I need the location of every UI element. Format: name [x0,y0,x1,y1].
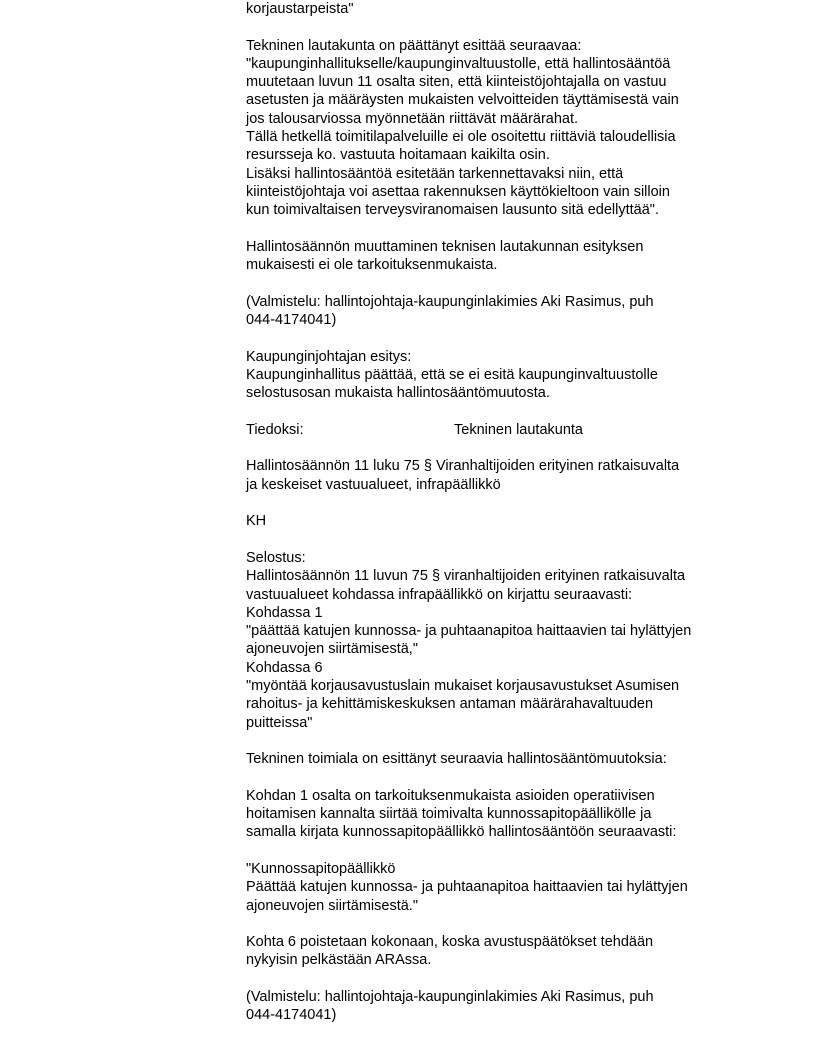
text-line: selostusosan mukaista hallintosääntömuutosta. [246,385,550,402]
text-line: 044-4174041) [246,312,337,329]
text-line: Päättää katujen kunnossa- ja puhtaanapitoa haittaavien tai hylättyjen [246,879,688,896]
section-heading [246,457,786,494]
text-line: Kohdassa 6 [246,659,323,676]
text-line: kiinteistöjohtaja voi asettaa rakennuksen käyttökieltoon vain silloin [246,183,670,200]
text-line: Hallintosäännön 11 luvun 75 § viranhaltijoiden erityinen ratkaisuvalta [246,568,686,585]
text-line: 044-4174041) [246,1007,337,1024]
paragraph-preparer [246,293,786,330]
paragraph-mayor-proposal [246,348,786,403]
paragraph-technical-board-proposal [246,37,786,220]
text-line: ajoneuvojen siirtämisestä." [246,897,418,914]
text-line: "kaupunginhallitukselle/kaupunginvaltuustolle, että hallintosääntöä [246,55,671,72]
text-line: (Valmistelu: hallintojohtaja-kaupunginlakimies Aki Rasimus, puh [246,293,654,310]
text-line: muutetaan luvun 11 osalta siten, että kiinteistöjohtajalla on vastuu [246,74,667,91]
text-line: vastuualueet kohdassa infrapäällikkö on kirjattu seuraavasti: [246,586,633,603]
paragraph-preparer-2 [246,988,786,1025]
text-line: Tällä hetkellä toimitilapalveluille ei ole osoitettu riittäviä taloudellisia [246,129,676,146]
paragraph-proposed-changes [246,750,786,768]
text-line: (Valmistelu: hallintojohtaja-kaupunginlakimies Aki Rasimus, puh [246,989,654,1006]
paragraph-item-1 [246,787,786,842]
text-line: ajoneuvojen siirtämisestä," [246,641,418,658]
text-line: Lisäksi hallintosääntöä esitetään tarkennettavaksi niin, että [246,165,624,182]
document-body [246,0,786,1025]
text-line: Kohdan 1 osalta on tarkoituksenmukaista asioiden operatiivisen [246,787,655,804]
text-line: Hallintosäännön muuttaminen teknisen lautakunnan esityksen [246,238,644,255]
for-information-label: Tiedoksi: [246,421,304,438]
text-line: asetusten ja määräysten mukaisten velvoitteiden täyttämisestä vain [246,92,679,109]
text-line: nykyisin pelkästään ARAssa. [246,952,432,969]
text-line: Tekninen lautakunta on päättänyt esittää seuraavaa: [246,37,582,54]
text-line: resursseja ko. vastuuta hoitamaan kaikilta osin. [246,147,550,164]
text-line: ja keskeiset vastuualueet, infrapäällikkö [246,476,501,493]
for-information-value: Tekninen lautakunta [454,421,583,438]
text-line: jos talousarviossa myönnetään riittävät määrärahat. [246,110,579,127]
text-line: "päättää katujen kunnossa- ja puhtaanapitoa haittaavien tai hylättyjen [246,623,692,640]
text-line: KH [246,513,267,530]
text-line: "myöntää korjausavustuslain mukaiset korjausavustukset Asumisen [246,677,680,694]
paragraph-statement [246,549,786,732]
text-line: Kohta 6 poistetaan kokonaan, koska avustuspäätökset tehdään [246,934,654,951]
text-line: kun toimivaltaisen terveysviranomaisen lausunto sitä edellyttää". [246,202,659,219]
text-line: Selostus: [246,549,306,566]
text-line: Tekninen toimiala on esittänyt seuraavia hallintosääntömuutoksia: [246,751,667,768]
text-line: mukaisesti ei ole tarkoituksenmukaista. [246,257,498,274]
text-line: puitteissa" [246,714,313,731]
text-line: "Kunnossapitopäällikkö [246,860,396,877]
text-line: hoitamisen kannalta siirtää toimivalta kunnossapitopäällikölle ja [246,806,652,823]
paragraph-continuation [246,0,786,18]
text-line: Kaupunginjohtajan esitys: [246,348,412,365]
text-line: Kohdassa 1 [246,604,323,621]
paragraph-item-6 [246,933,786,970]
text-line: rahoitus- ja kehittämiskeskuksen antaman määrärahavaltuuden [246,696,654,713]
text-line: korjaustarpeista" [246,1,354,17]
paragraph-quote [246,860,786,915]
text-line: samalla kirjata kunnossapitopäällikkö hallintosääntöön seuraavasti: [246,824,677,841]
for-information-row [246,421,786,439]
text-line: Hallintosäännön 11 luku 75 § Viranhaltijoiden erityinen ratkaisuvalta [246,458,680,475]
paragraph-kh [246,512,786,530]
text-line: Kaupunginhallitus päättää, että se ei esitä kaupunginvaltuustolle [246,366,658,383]
paragraph-assessment [246,238,786,275]
